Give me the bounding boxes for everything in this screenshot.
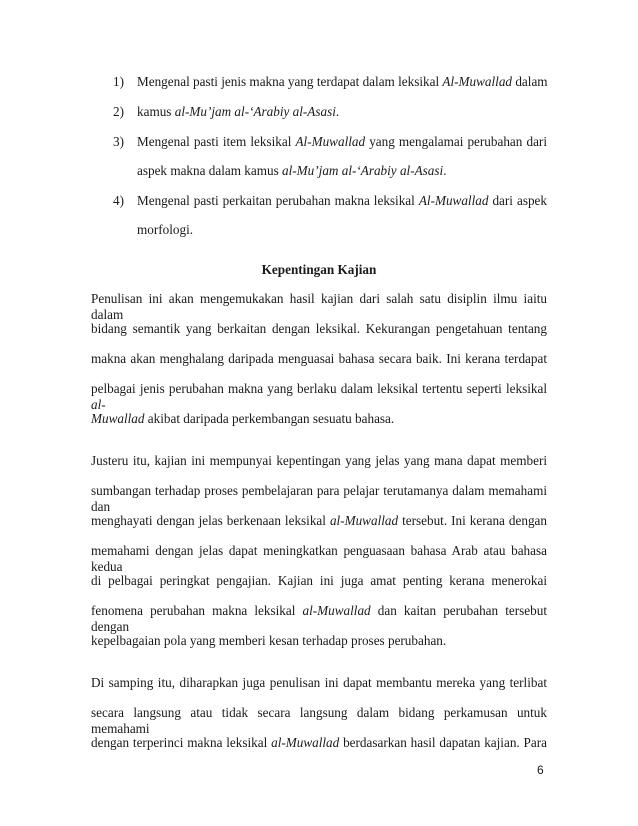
paragraph-1-line-1: Penulisan ini akan mengemukakan hasil kajian dari salah satu disiplin ilmu iaitu dalam	[91, 291, 547, 322]
list-number-1: 1)	[113, 74, 124, 89]
paragraph-1-line-3: makna akan menghalang daripada menguasai bahasa secara baik. Ini kerana terdapat	[91, 351, 547, 366]
list-number-2: 2)	[113, 104, 124, 119]
page-number: 6	[537, 763, 544, 777]
paragraph-2-line-1: Justeru itu, kajian ini mempunyai kepentingan yang jelas yang mana dapat memberi	[91, 453, 547, 468]
list-number-3: 3)	[113, 134, 124, 149]
paragraph-1-line-2: bidang semantik yang berkaitan dengan leksikal. Kekurangan pengetahuan tentang	[91, 321, 547, 336]
paragraph-1-line-4: pelbagai jenis perubahan makna yang berlaku dalam leksikal tertentu seperti leksikal al-	[91, 381, 547, 412]
paragraph-2-line-5: di pelbagai peringkat pengajian. Kajian ini juga amat penting kerana menerokai	[91, 573, 547, 588]
paragraph-2-line-4: memahami dengan jelas dapat meningkatkan penguasaan bahasa Arab atau bahasa kedua	[91, 543, 547, 574]
list-item-3-line-2: aspek makna dalam kamus al-Mu’jam al-‘Arabiy al-Asasi.	[137, 163, 447, 178]
list-item-4-line-1: Mengenal pasti perkaitan perubahan makna leksikal Al-Muwallad dari aspek	[137, 193, 547, 208]
paragraph-3-line-1: Di samping itu, diharapkan juga penulisan ini dapat membantu mereka yang terlibat	[91, 675, 547, 690]
list-item-3-line-1: Mengenal pasti item leksikal Al-Muwallad yang mengalamai perubahan dari	[137, 134, 547, 149]
paragraph-2-line-7: kepelbagaian pola yang memberi kesan terhadap proses perubahan.	[91, 633, 447, 648]
list-item-2: kamus al-Mu’jam al-‘Arabiy al-Asasi.	[137, 104, 340, 119]
paragraph-3-line-2: secara langsung atau tidak secara langsung dalam bidang perkamusan untuk memahami	[91, 705, 547, 736]
paragraph-2-line-3: menghayati dengan jelas berkenaan leksikal al-Muwallad tersebut. Ini kerana dengan	[91, 513, 547, 528]
paragraph-2-line-2: sumbangan terhadap proses pembelajaran para pelajar terutamanya dalam memahami dan	[91, 483, 547, 514]
section-heading: Kepentingan Kajian	[261, 262, 377, 277]
list-item-1-line-1: Mengenal pasti jenis makna yang terdapat dalam leksikal Al-Muwallad dalam	[137, 74, 548, 89]
paragraph-2-line-6: fenomena perubahan makna leksikal al-Muwallad dan kaitan perubahan tersebut dengan	[91, 603, 547, 634]
list-item-4-line-2: morfologi.	[137, 222, 194, 237]
list-number-4: 4)	[113, 193, 124, 208]
paragraph-3-line-3: dengan terperinci makna leksikal al-Muwallad berdasarkan hasil dapatan kajian. Para	[91, 735, 547, 750]
paragraph-1-line-5: Muwallad akibat daripada perkembangan sesuatu bahasa.	[91, 411, 395, 426]
